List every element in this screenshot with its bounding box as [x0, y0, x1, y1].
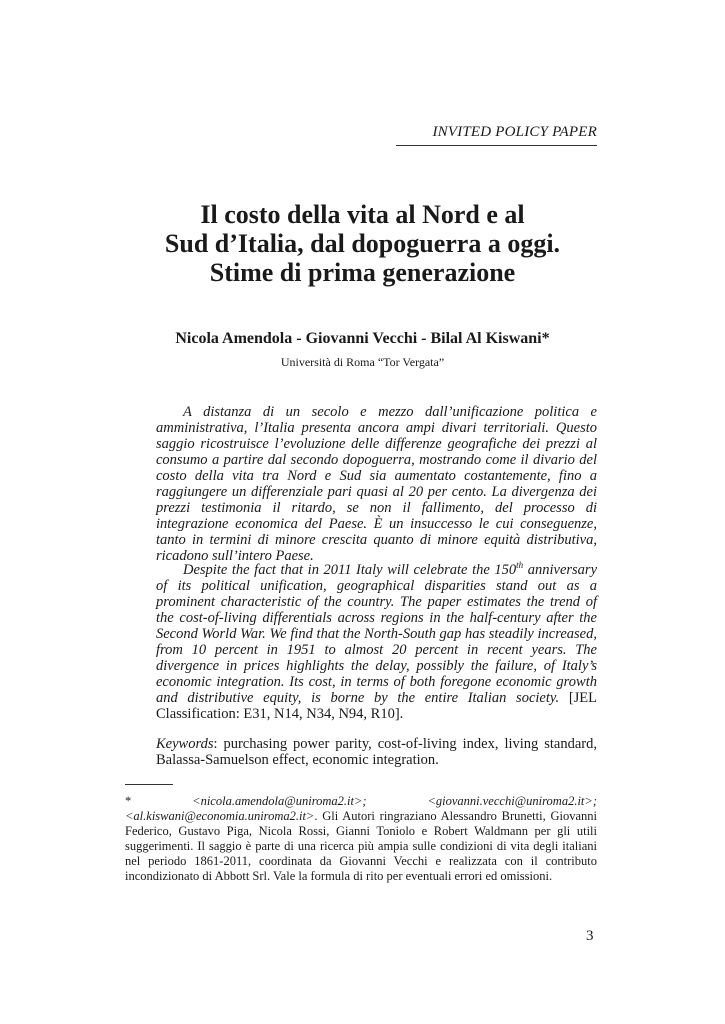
section-label: INVITED POLICY PAPER [432, 124, 597, 140]
title-line-2: Sud d’Italia, dal dopoguerra a oggi. [164, 229, 561, 258]
paper-title [60, 200, 665, 287]
ordinal-superscript: th [516, 560, 524, 571]
title-line-3: Stime di prima generazione [209, 258, 516, 287]
affiliation: Università di Roma “Tor Vergata” [280, 355, 445, 369]
keywords [156, 736, 597, 768]
abstract-english [156, 562, 597, 722]
footnote-marker: * [125, 794, 193, 808]
title-line-1: Il costo della vita al Nord e al [200, 200, 525, 229]
footnote-emails: <nicola.amendola@uniroma2.it>; <giovanni.vecchi@uniroma2.it>; <al.kiswani@economia.uniroma2.it> [125, 794, 597, 823]
footnote-text: . Gli Autori ringraziano Alessandro Brunetti, Giovanni Federico, Gustavo Piga, Nicola Rossi, Gianni Toniolo e Robert Waldmann per gli utili suggerimenti. Il saggio è parte di una ricerca più ampia sulle condizioni di vita degli italiani nel periodo 1861-2011, coordinata da Giovanni Vecchi e realizzata con il contributo incondizionato di Abbott Srl. Vale la formula di rito per eventuali errori ed omissioni. [125, 809, 597, 883]
section-label-underline [396, 145, 597, 146]
footnote-divider [125, 784, 173, 785]
author-list: Nicola Amendola - Giovanni Vecchi - Bilal Al Kiswani* [175, 330, 550, 347]
page-number: 3 [586, 928, 594, 944]
jel-classification: [JEL Classification: E31, N14, N34, N94, R10]. [156, 690, 598, 722]
abstract-italian: A distanza di un secolo e mezzo dall’unificazione politica e amministrativa, l’Italia presenta ancora ampi divari territoriali. Questo saggio ricostruisce l’evoluzione delle differenze geografiche dei prezzi al consumo a partire dal secondo dopoguerra, mostrando come il divario del costo della vita tra Nord e Sud sia aumentato costantemente, fino a raggiungere un differenziale pari quasi al 20 per cento. La divergenza dei prezzi testimonia il ritardo, se non il fallimento, del processo di integrazione economica del Paese. È un insuccesso le cui conseguenze, tanto in termini di minore crescita quanto di minore equità distributiva, ricadono sull’intero Paese. [156, 404, 597, 564]
abstract-english-part-1: Despite the fact that in 2011 Italy will celebrate the 150 [183, 562, 517, 578]
abstract-english-part-2: anniversary of its political unification, geographical disparities stand out as a prominent characteristic of the country. The paper estimates the trend of the cost-of-living differentials across regions in the half-century after the Second World War. We find that the North-South gap has steadily increased, from 10 percent in 1951 to almost 20 percent in recent years. The divergence in prices highlights the delay, possibly the failure, of Italy’s economic integration. Its cost, in terms of both foregone economic growth and distributive equity, is borne by the entire Italian society. [156, 562, 598, 706]
footnote [125, 794, 597, 884]
keywords-text: : purchasing power parity, cost-of-living index, living standard, Balassa-Samuelson effect, economic integration. [156, 736, 597, 768]
keywords-label: Keywords [156, 736, 214, 752]
